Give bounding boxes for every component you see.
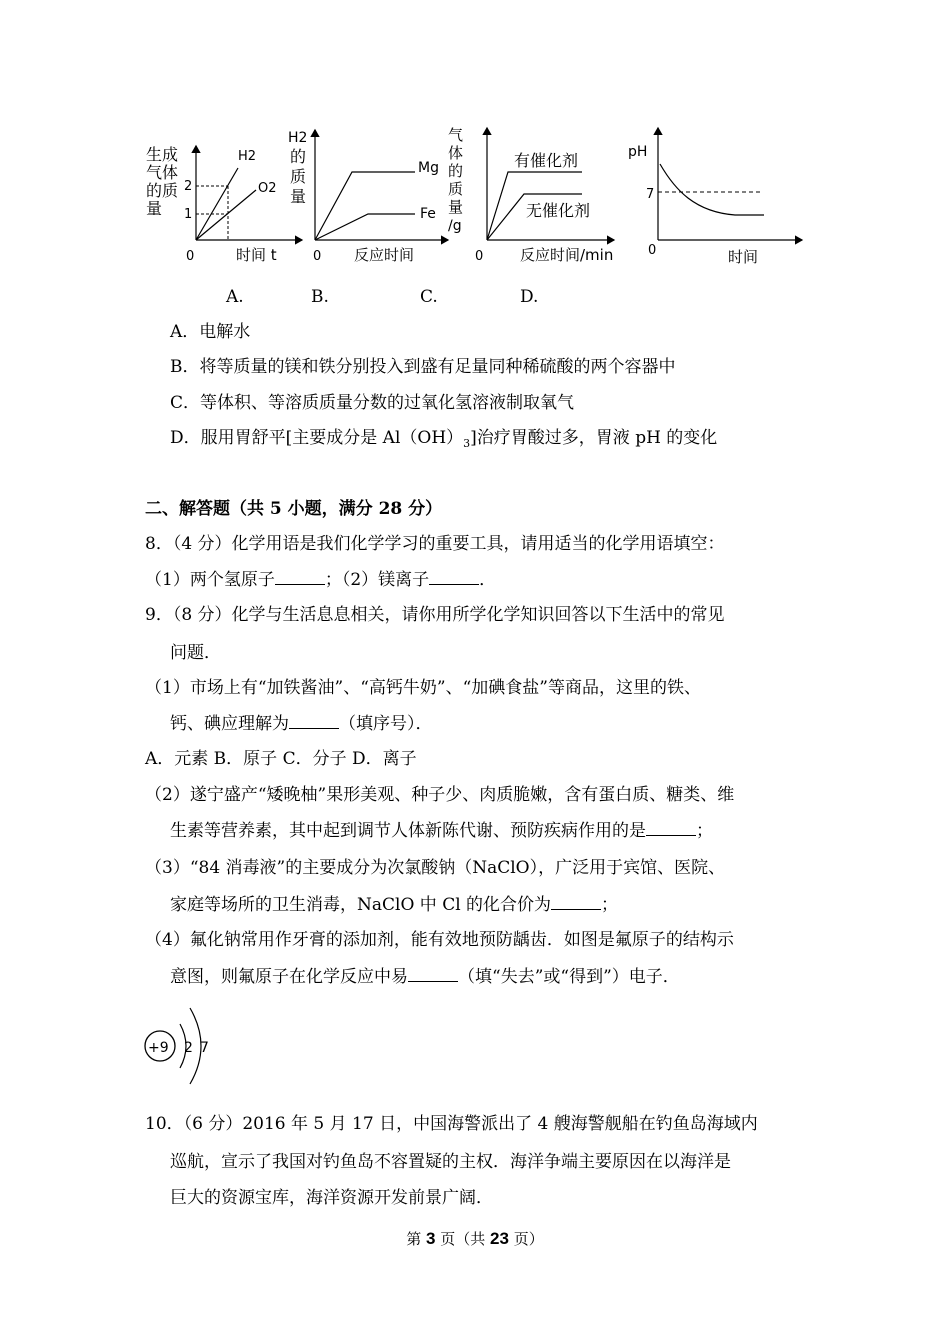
q9-stem-2: 问题． bbox=[170, 643, 221, 663]
graph-c-xlabel: 反应时间/min bbox=[520, 246, 614, 264]
option-b: B．将等质量的镁和铁分别投入到盛有足量同种稀硫酸的两个容器中 bbox=[170, 357, 676, 377]
q9-s3-b-text: 家庭等场所的卫生消毒，NaClO 中 Cl 的化合价为 bbox=[170, 895, 552, 915]
graphs-figure bbox=[130, 120, 810, 280]
footer-post: 页） bbox=[508, 1230, 544, 1248]
option-c: C．等体积、等溶质质量分数的过氧化氢溶液制取氧气 bbox=[170, 393, 575, 413]
graph-a-ylabel-3: 的质 bbox=[146, 181, 179, 200]
q9-s4-b bbox=[170, 966, 680, 988]
graph-b-origin: 0 bbox=[313, 249, 322, 264]
q10-line-3: 巨大的资源宝库，海洋资源开发前景广阔． bbox=[170, 1188, 493, 1208]
option-d bbox=[170, 427, 717, 455]
graph-c-origin: 0 bbox=[475, 249, 484, 264]
option-a: A．电解水 bbox=[170, 322, 251, 342]
footer-page-number: 3 bbox=[426, 1229, 436, 1248]
graph-d-ylabel: pH bbox=[628, 144, 648, 160]
q9-s4-b-text: 意图，则氟原子在化学反应中易 bbox=[170, 967, 408, 987]
atom-shell-2: 7 bbox=[200, 1040, 209, 1056]
q9-stem-1: 9．（8 分）化学与生活息息相关，请你用所学化学知识回答以下生活中的常见 bbox=[145, 605, 725, 625]
q8-part2: （2）镁离子 bbox=[341, 570, 430, 590]
q9-blank2[interactable] bbox=[646, 821, 696, 836]
q9-s4-a: （4）氟化钠常用作牙膏的添加剂，能有效地预防龋齿．如图是氟原子的结构示 bbox=[145, 930, 734, 950]
graph-d-tick-7: 7 bbox=[646, 187, 655, 202]
graph-a-tick-1: 1 bbox=[184, 207, 193, 222]
q9-s3-a: （3）“84 消毒液”的主要成分为次氯酸钠（NaClO），广泛用于宾馆、医院、 bbox=[145, 858, 726, 878]
fluorine-atom-diagram bbox=[140, 1002, 220, 1088]
graph-c-ylabel-4: 质 bbox=[448, 180, 464, 198]
q9-s2-b-text: 生素等营养素，其中起到调节人体新陈代谢、预防疾病作用的是 bbox=[170, 821, 646, 841]
graph-b-xlabel: 反应时间 bbox=[354, 246, 415, 264]
q9-s3-b-end: ； bbox=[601, 895, 619, 915]
q9-blank3[interactable] bbox=[551, 895, 601, 910]
option-d-post: ]治疗胃酸过多，胃液 pH 的变化 bbox=[470, 428, 718, 448]
q9-s2-b bbox=[170, 820, 713, 842]
q10-line-2: 巡航，宣示了我国对钓鱼岛不容置疑的主权．海洋争端主要原因在以海洋是 bbox=[170, 1152, 731, 1172]
q8-blank1[interactable] bbox=[275, 570, 325, 585]
graph-c-ylabel-1: 气 bbox=[448, 126, 464, 144]
q9-blank1[interactable] bbox=[289, 714, 339, 729]
graph-b-series-mg: Mg bbox=[418, 160, 439, 176]
graph-a bbox=[146, 145, 302, 264]
graph-option-b: B. bbox=[311, 287, 329, 307]
q9-s2-a: （2）遂宁盛产“矮晚柚”果形美观、种子少、肉质脆嫩，含有蛋白质、糖类、维 bbox=[145, 785, 735, 805]
graph-a-series-h2: H2 bbox=[238, 149, 257, 164]
q8-parts bbox=[145, 569, 496, 591]
graph-a-xlabel: 时间 t bbox=[236, 246, 277, 264]
graph-d-origin: 0 bbox=[648, 243, 657, 258]
graph-a-ylabel-2: 气体 bbox=[146, 163, 179, 182]
graph-c-series-no-catalyst: 无催化剂 bbox=[526, 201, 591, 220]
graph-c-ylabel-2: 体 bbox=[448, 144, 464, 162]
q9-s1-b-text: 钙、碘应理解为 bbox=[170, 714, 289, 734]
graph-b-ylabel-2: 质 bbox=[290, 167, 307, 186]
graph-c-ylabel-3: 的 bbox=[448, 162, 464, 180]
graph-a-ylabel-4: 量 bbox=[146, 199, 163, 218]
graph-a-ylabel-1: 生成 bbox=[146, 145, 179, 164]
graph-option-a: A. bbox=[226, 287, 244, 307]
q9-s1-b bbox=[170, 713, 433, 735]
graph-b-series-fe: Fe bbox=[420, 206, 436, 222]
q8-stem: 8．（4 分）化学用语是我们化学学习的重要工具，请用适当的化学用语填空： bbox=[145, 534, 725, 554]
graph-c-series-catalyst: 有催化剂 bbox=[514, 151, 579, 170]
q9-choices: A．元素 B．原子 C．分子 D．离子 bbox=[145, 749, 417, 769]
atom-shell-1: 2 bbox=[184, 1040, 193, 1056]
graph-a-tick-2: 2 bbox=[184, 179, 193, 194]
graph-b-ylabel-3: 量 bbox=[290, 187, 307, 206]
q8-part1-end: ； bbox=[324, 570, 342, 590]
footer-pre: 第 bbox=[406, 1230, 427, 1248]
q8-part1: （1）两个氢原子 bbox=[145, 570, 275, 590]
graph-b-ylabel-1: 的 bbox=[290, 147, 307, 166]
option-d-pre: D．服用胃舒平[主要成分是 Al（OH） bbox=[170, 428, 464, 448]
graph-option-c: C. bbox=[420, 287, 438, 307]
graph-d-xlabel: 时间 bbox=[728, 248, 759, 266]
graph-a-origin: 0 bbox=[186, 249, 195, 264]
q9-s1-b-end: （填序号）． bbox=[339, 714, 433, 734]
q9-s4-b-end: （填“失去”或“得到”）电子． bbox=[458, 967, 680, 987]
atom-nucleus: +9 bbox=[148, 1040, 169, 1056]
page-footer bbox=[0, 1228, 950, 1249]
q9-s3-b bbox=[170, 894, 618, 916]
q10-line-1: 10．（6 分）2016 年 5 月 17 日，中国海警派出了 4 艘海警舰船在钓鱼岛海域内 bbox=[145, 1114, 758, 1134]
footer-mid: 页（共 bbox=[435, 1230, 491, 1248]
q9-s2-b-end: ； bbox=[696, 821, 713, 841]
graph-d bbox=[628, 128, 802, 266]
graph-b-ylabel-top: H2 bbox=[288, 130, 308, 146]
q9-blank4[interactable] bbox=[408, 967, 458, 982]
section-title: 二、解答题（共 5 小题，满分 28 分） bbox=[145, 499, 443, 519]
q9-s1-a: （1）市场上有“加铁酱油”、“高钙牛奶”、“加碘食盐”等商品，这里的铁、 bbox=[145, 678, 701, 698]
graph-c bbox=[448, 126, 614, 264]
graph-a-series-o2: O2 bbox=[258, 181, 277, 196]
option-d-subscript: 3 bbox=[463, 437, 471, 450]
graph-option-d: D. bbox=[520, 287, 539, 307]
footer-total-pages: 23 bbox=[490, 1229, 509, 1248]
q8-part2-end: ． bbox=[479, 570, 497, 590]
graph-b bbox=[288, 130, 448, 264]
q8-blank2[interactable] bbox=[429, 570, 479, 585]
graph-c-ylabel-6: /g bbox=[448, 218, 462, 234]
graph-c-ylabel-5: 量 bbox=[448, 198, 464, 216]
